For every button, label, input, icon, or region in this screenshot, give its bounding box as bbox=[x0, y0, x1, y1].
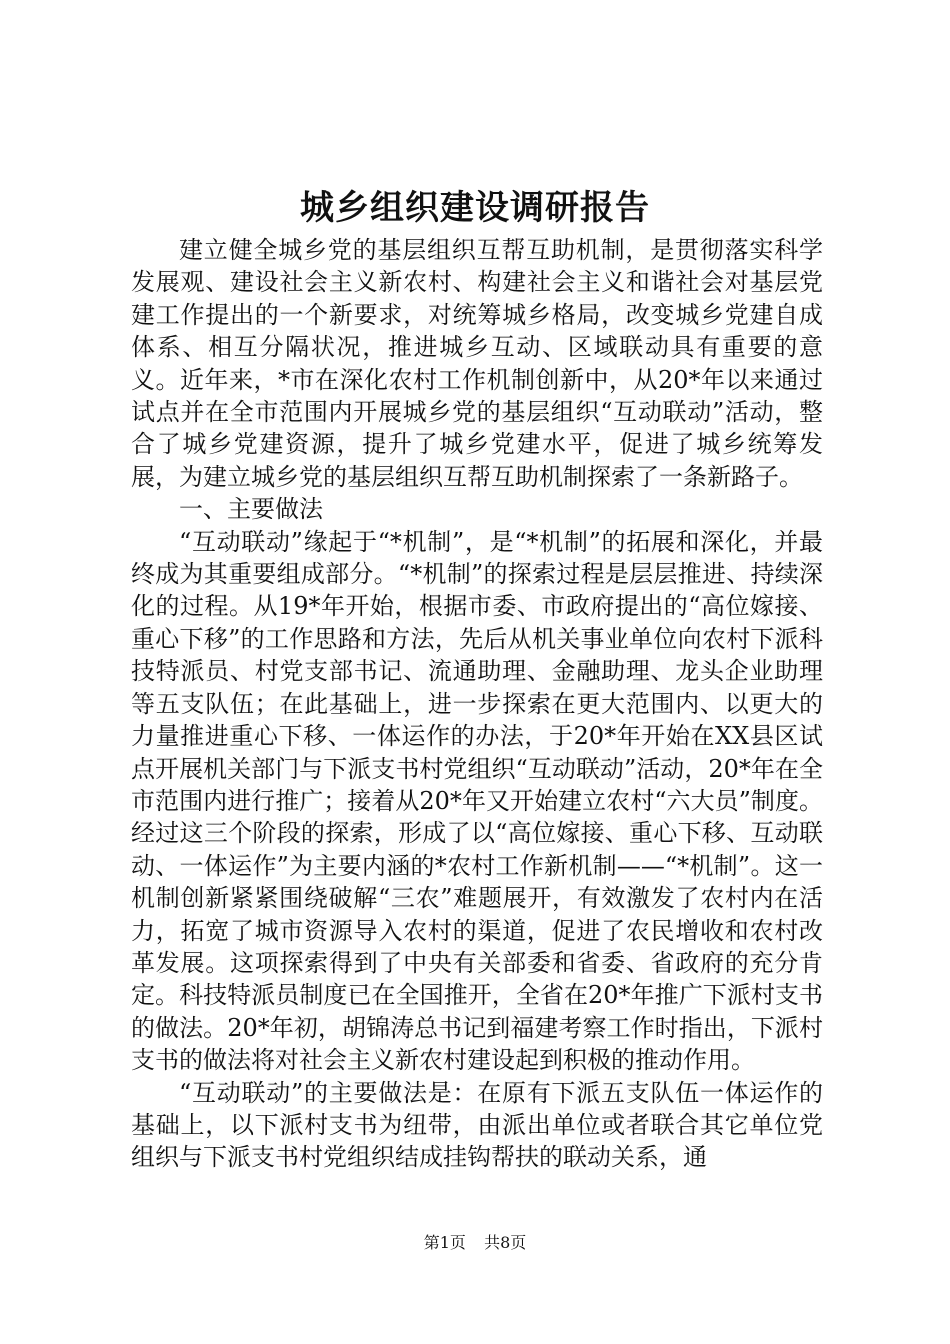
document-title: 城乡组织建设调研报告 bbox=[300, 188, 650, 228]
body-paragraph: “互动联动”缘起于“*机制”，是“*机制”的拓展和深化，并最终成为其重要组成部分。“*机制”的探索过程是层层推进、持续深化的过程。从19*年开始，根据市委、市政府提出的“高位嫁接、重心下移”的工作思路和方法，先后从机关事业单位向农村下派科技特派员、村党支部书记、流通助理、金融助理、龙头企业助理等五支队伍；在此基础上，进一步探索在更大范围内、以更大的力量推进重心下移、一体运作的办法，于20*年开始在XX县区试点开展机关部门与下派支书村党组织“互动联动”活动，20*年在全市范围内进行推广；接着从20*年又开始建立农村“六大员”制度。经过这三个阶段的探索，形成了以“高位嫁接、重心下移、互动联动、一体运作”为主要内涵的*农村工作新机制——“*机制”。这一机制创新紧紧围绕破解“三农”难题展开，有效激发了农村内在活力，拓宽了城市资源导入农村的渠道，促进了农民增收和农村改革发展。这项探索得到了中央有关部委和省委、省政府的充分肯定。科技特派员制度已在全国推开，全省在20*年推广下派村支书的做法。20*年初，胡锦涛总书记到福建考察工作时指出，下派村支书的做法将对社会主义新农村建设起到积极的推动作用。 bbox=[131, 527, 823, 1075]
page-number: 第1页 bbox=[423, 1233, 466, 1252]
document-body bbox=[131, 234, 823, 1174]
body-paragraph: “互动联动”的主要做法是：在原有下派五支队伍一体运作的基础上，以下派村支书为纽带，由派出单位或者联合其它单位党组织与下派支书村党组织结成挂钩帮扶的联动关系，通 bbox=[131, 1078, 823, 1172]
page-footer bbox=[0, 1232, 950, 1254]
intro-paragraph: 建立健全城乡党的基层组织互帮互助机制，是贯彻落实科学发展观、建设社会主义新农村、构建社会主义和谐社会对基层党建工作提出的一个新要求，对统筹城乡格局，改变城乡党建自成体系、相互分隔状况，推进城乡互动、区域联动具有重要的意义。近年来，*市在深化农村工作机制创新中，从20*年以来通过试点并在全市范围内开展城乡党的基层组织“互动联动”活动，整合了城乡党建资源，提升了城乡党建水平，促进了城乡统筹发展，为建立城乡党的基层组织互帮互助机制探索了一条新路子。 bbox=[131, 236, 823, 491]
section-heading: 一、主要做法 bbox=[179, 495, 323, 524]
page-total: 共8页 bbox=[484, 1233, 527, 1252]
